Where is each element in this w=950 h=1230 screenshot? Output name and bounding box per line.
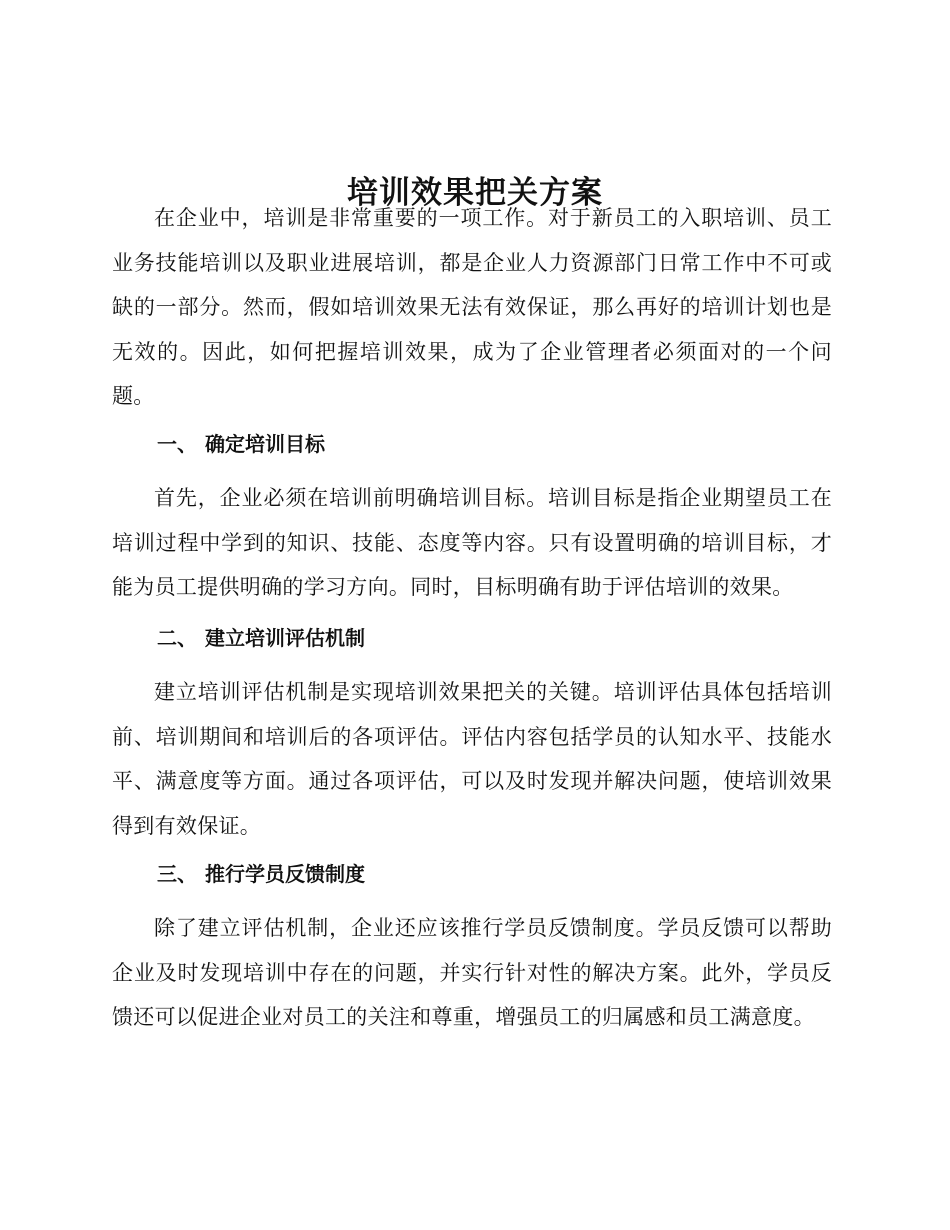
section-paragraph-3: 除了建立评估机制，企业还应该推行学员反馈制度。学员反馈可以帮助企业及时发现培训中存在的问题，并实行针对性的解决方案。此外，学员反馈还可以促进企业对员工的关注和尊重，增强员工的归属感和员工满意度。 bbox=[112, 916, 832, 1029]
section-paragraph-1: 首先，企业必须在培训前明确培训目标。培训目标是指企业期望员工在培训过程中学到的知识、技能、态度等内容。只有设置明确的培训目标，才能为员工提供明确的学习方向。同时，目标明确有助于评估培训的效果。 bbox=[112, 486, 832, 599]
section-heading-2 bbox=[157, 623, 365, 653]
intro-paragraph: 在企业中，培训是非常重要的一项工作。对于新员工的入职培训、员工业务技能培训以及职业进展培训，都是企业人力资源部门日常工作中不可或缺的一部分。然而，假如培训效果无法有效保证，那么再好的培训计划也是无效的。因此，如何把握培训效果，成为了企业管理者必须面对的一个问题。 bbox=[112, 206, 832, 408]
section-number-2: 二、 bbox=[157, 626, 197, 650]
section-title-1: 确定培训目标 bbox=[205, 432, 325, 456]
section-title-3: 推行学员反馈制度 bbox=[205, 862, 365, 886]
section-heading-3 bbox=[157, 859, 365, 889]
section-number-1: 一、 bbox=[157, 432, 197, 456]
section-title-2: 建立培训评估机制 bbox=[205, 626, 365, 650]
section-number-3: 三、 bbox=[157, 862, 197, 886]
section-paragraph-2: 建立培训评估机制是实现培训效果把关的关键。培训评估具体包括培训前、培训期间和培训后的各项评估。评估内容包括学员的认知水平、技能水平、满意度等方面。通过各项评估，可以及时发现并解决问题，使培训效果得到有效保证。 bbox=[112, 680, 832, 838]
section-heading-1 bbox=[157, 429, 325, 459]
page-title: 培训效果把关方案 bbox=[347, 174, 603, 211]
